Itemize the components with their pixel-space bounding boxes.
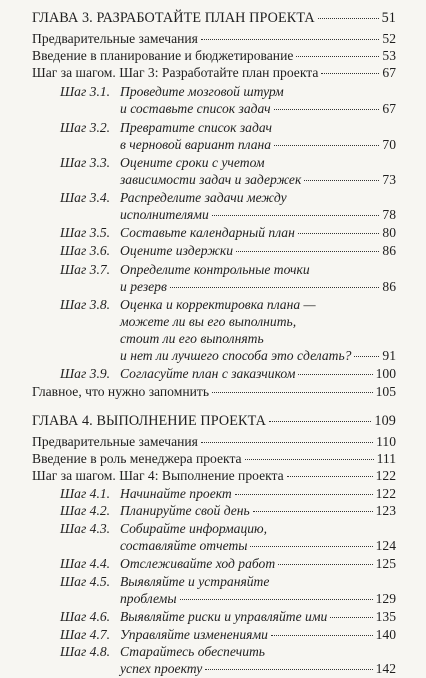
dot-leader	[354, 356, 379, 357]
step-title-line: и составьте список задач	[120, 101, 271, 116]
step-entry-continued	[120, 537, 396, 554]
dot-leader	[330, 617, 372, 618]
step-title-line: Старайтесь обеспечить	[120, 644, 265, 659]
page-number: 51	[381, 10, 396, 26]
step-title-line: Согласуйте план с заказчиком	[120, 366, 296, 381]
step-entry	[60, 626, 396, 643]
step-title-line: Оцените издержки	[120, 243, 234, 258]
step-entry-continued	[120, 171, 396, 188]
dot-leader	[274, 109, 380, 110]
page-number: 125	[375, 556, 396, 571]
step-title-line: Оцените сроки с учетом	[120, 155, 265, 170]
page-number: 86	[382, 243, 396, 258]
step-entry	[60, 485, 396, 502]
page-number: 135	[375, 609, 396, 624]
step-entry	[60, 261, 396, 278]
step-title-line: Распределите задачи между	[120, 190, 287, 205]
page-number: 105	[375, 384, 396, 399]
step-entry-continued	[120, 313, 396, 330]
step-entry	[60, 502, 396, 519]
dot-leader	[274, 145, 379, 146]
step-title-line: проблемы	[120, 591, 177, 606]
toc-entry	[32, 450, 396, 467]
step-title-line: Определите контрольные точки	[120, 262, 310, 277]
step-label: Шаг 3.1.	[60, 84, 111, 99]
step-entry	[60, 189, 396, 206]
entry-title: Шаг за шагом. Шаг 4: Выполнение проекта	[32, 468, 284, 483]
dot-leader	[236, 251, 379, 252]
page-number: 110	[376, 434, 396, 449]
page-number: 123	[375, 503, 396, 518]
step-label: Шаг 4.7.	[60, 627, 111, 642]
step-title-line: Оценка и корректировка плана —	[120, 297, 316, 312]
toc-entry	[32, 30, 396, 47]
step-entry-continued	[120, 206, 396, 223]
step-label: Шаг 4.8.	[60, 644, 111, 659]
step-entry	[60, 573, 396, 590]
entry-title: Шаг за шагом. Шаг 3: Разработайте план проекта	[32, 65, 319, 80]
step-title-line: и резерв	[120, 279, 167, 294]
dot-leader	[296, 56, 379, 57]
toc-entry	[32, 47, 396, 64]
page-number: 142	[375, 661, 396, 676]
page-number: 80	[382, 225, 396, 240]
step-entry	[60, 365, 396, 382]
step-label: Шаг 3.7.	[60, 262, 111, 277]
dot-leader	[304, 180, 379, 181]
page-number: 140	[375, 627, 396, 642]
step-label: Шаг 4.1.	[60, 486, 111, 501]
chapter-3-heading	[32, 10, 396, 27]
page-number: 122	[375, 486, 396, 501]
step-entry	[60, 83, 396, 100]
step-label: Шаг 4.6.	[60, 609, 111, 624]
page-number: 86	[382, 279, 396, 294]
step-label: Шаг 4.5.	[60, 574, 111, 589]
step-entry	[60, 119, 396, 136]
toc-entry	[32, 467, 396, 484]
step-entry-continued	[120, 590, 396, 607]
entry-title: Главное, что нужно запомнить	[32, 384, 210, 399]
entry-title: Введение в планирование и бюджетирование	[32, 48, 294, 63]
page-number: 129	[375, 591, 396, 606]
step-title-line: Выявляйте риски и управляйте ими	[120, 609, 328, 624]
step-entry	[60, 643, 396, 660]
dot-leader	[235, 494, 373, 495]
dot-leader	[201, 442, 373, 443]
step-label: Шаг 3.2.	[60, 120, 111, 135]
step-entry	[60, 555, 396, 572]
step-title-line: Управляйте изменениями	[120, 627, 268, 642]
step-title-line: Выявляйте и устраняйте	[120, 574, 270, 589]
dot-leader	[287, 476, 373, 477]
step-entry	[60, 224, 396, 241]
page-number: 67	[382, 65, 396, 80]
dot-leader	[205, 669, 372, 670]
page-number: 67	[382, 101, 396, 116]
step-title-line: Собирайте информацию,	[120, 521, 268, 536]
chapter-4-heading	[32, 413, 396, 430]
entry-title: Введение в роль менеджера проекта	[32, 451, 242, 466]
dot-leader	[253, 511, 373, 512]
step-title-line: Отслеживайте ход работ	[120, 556, 276, 571]
page-number: 111	[376, 451, 396, 466]
toc-entry	[32, 64, 396, 81]
dot-leader	[170, 287, 380, 288]
step-title-line: зависимости задач и задержек	[120, 172, 302, 187]
step-label: Шаг 3.6.	[60, 243, 111, 258]
page-number: 100	[375, 366, 396, 381]
step-label: Шаг 4.4.	[60, 556, 111, 571]
step-title-line: исполнителями	[120, 207, 209, 222]
step-entry	[60, 608, 396, 625]
step-label: Шаг 3.5.	[60, 225, 111, 240]
page-number: 124	[375, 538, 396, 553]
dot-leader	[318, 18, 379, 19]
page-number: 122	[375, 468, 396, 483]
step-title-line: Составьте календарный план	[120, 225, 295, 240]
step-title-line: Проведите мозговой штурм	[120, 84, 284, 99]
step-title-line: составляйте отчеты	[120, 538, 248, 553]
dot-leader	[245, 459, 374, 460]
step-label: Шаг 4.3.	[60, 521, 111, 536]
dot-leader	[278, 564, 372, 565]
page-number: 109	[374, 413, 396, 429]
step-entry	[60, 154, 396, 171]
step-entry-continued	[120, 278, 396, 295]
page-number: 52	[382, 31, 396, 46]
dot-leader	[250, 546, 372, 547]
entry-title: Предварительные замечания	[32, 434, 198, 449]
entry-title: Предварительные замечания	[32, 31, 198, 46]
step-entry	[60, 520, 396, 537]
step-label: Шаг 3.9.	[60, 366, 111, 381]
chapter-title: ГЛАВА 3. РАЗРАБОТАЙТЕ ПЛАН ПРОЕКТА	[32, 10, 315, 26]
dot-leader	[212, 392, 373, 393]
page-number: 53	[382, 48, 396, 63]
step-title-line: Начинайте проект	[120, 486, 232, 501]
step-entry-continued	[120, 100, 396, 117]
step-label: Шаг 3.3.	[60, 155, 111, 170]
step-entry-continued	[120, 136, 396, 153]
dot-leader	[212, 215, 380, 216]
step-entry-continued	[120, 660, 396, 677]
step-label: Шаг 3.4.	[60, 190, 111, 205]
dot-leader	[269, 421, 371, 422]
page-number: 73	[382, 172, 396, 187]
step-entry	[60, 242, 396, 259]
step-title-line: успех проекту	[120, 661, 203, 676]
dot-leader	[298, 374, 372, 375]
step-title-line: в черновой вариант плана	[120, 137, 272, 152]
step-entry	[60, 296, 396, 313]
chapter-title: ГЛАВА 4. ВЫПОЛНЕНИЕ ПРОЕКТА	[32, 413, 266, 429]
step-entry-continued	[120, 330, 396, 347]
dot-leader	[298, 233, 380, 234]
page-number: 70	[382, 137, 396, 152]
dot-leader	[321, 73, 379, 74]
step-title-line: Планируйте свой день	[120, 503, 250, 518]
toc-entry	[32, 433, 396, 450]
step-title-line: и нет ли лучшего способа это сделать?	[120, 348, 352, 363]
step-title-line: можете ли вы его выполнить,	[120, 314, 297, 329]
page-number: 91	[382, 348, 396, 363]
step-label: Шаг 4.2.	[60, 503, 111, 518]
dot-leader	[180, 599, 373, 600]
dot-leader	[271, 635, 373, 636]
step-label: Шаг 3.8.	[60, 297, 111, 312]
step-entry-continued	[120, 347, 396, 364]
dot-leader	[201, 39, 380, 40]
step-title-line: Превратите список задач	[120, 120, 272, 135]
toc-entry	[32, 383, 396, 400]
step-title-line: стоит ли его выполнять	[120, 331, 264, 346]
page-number: 78	[382, 207, 396, 222]
